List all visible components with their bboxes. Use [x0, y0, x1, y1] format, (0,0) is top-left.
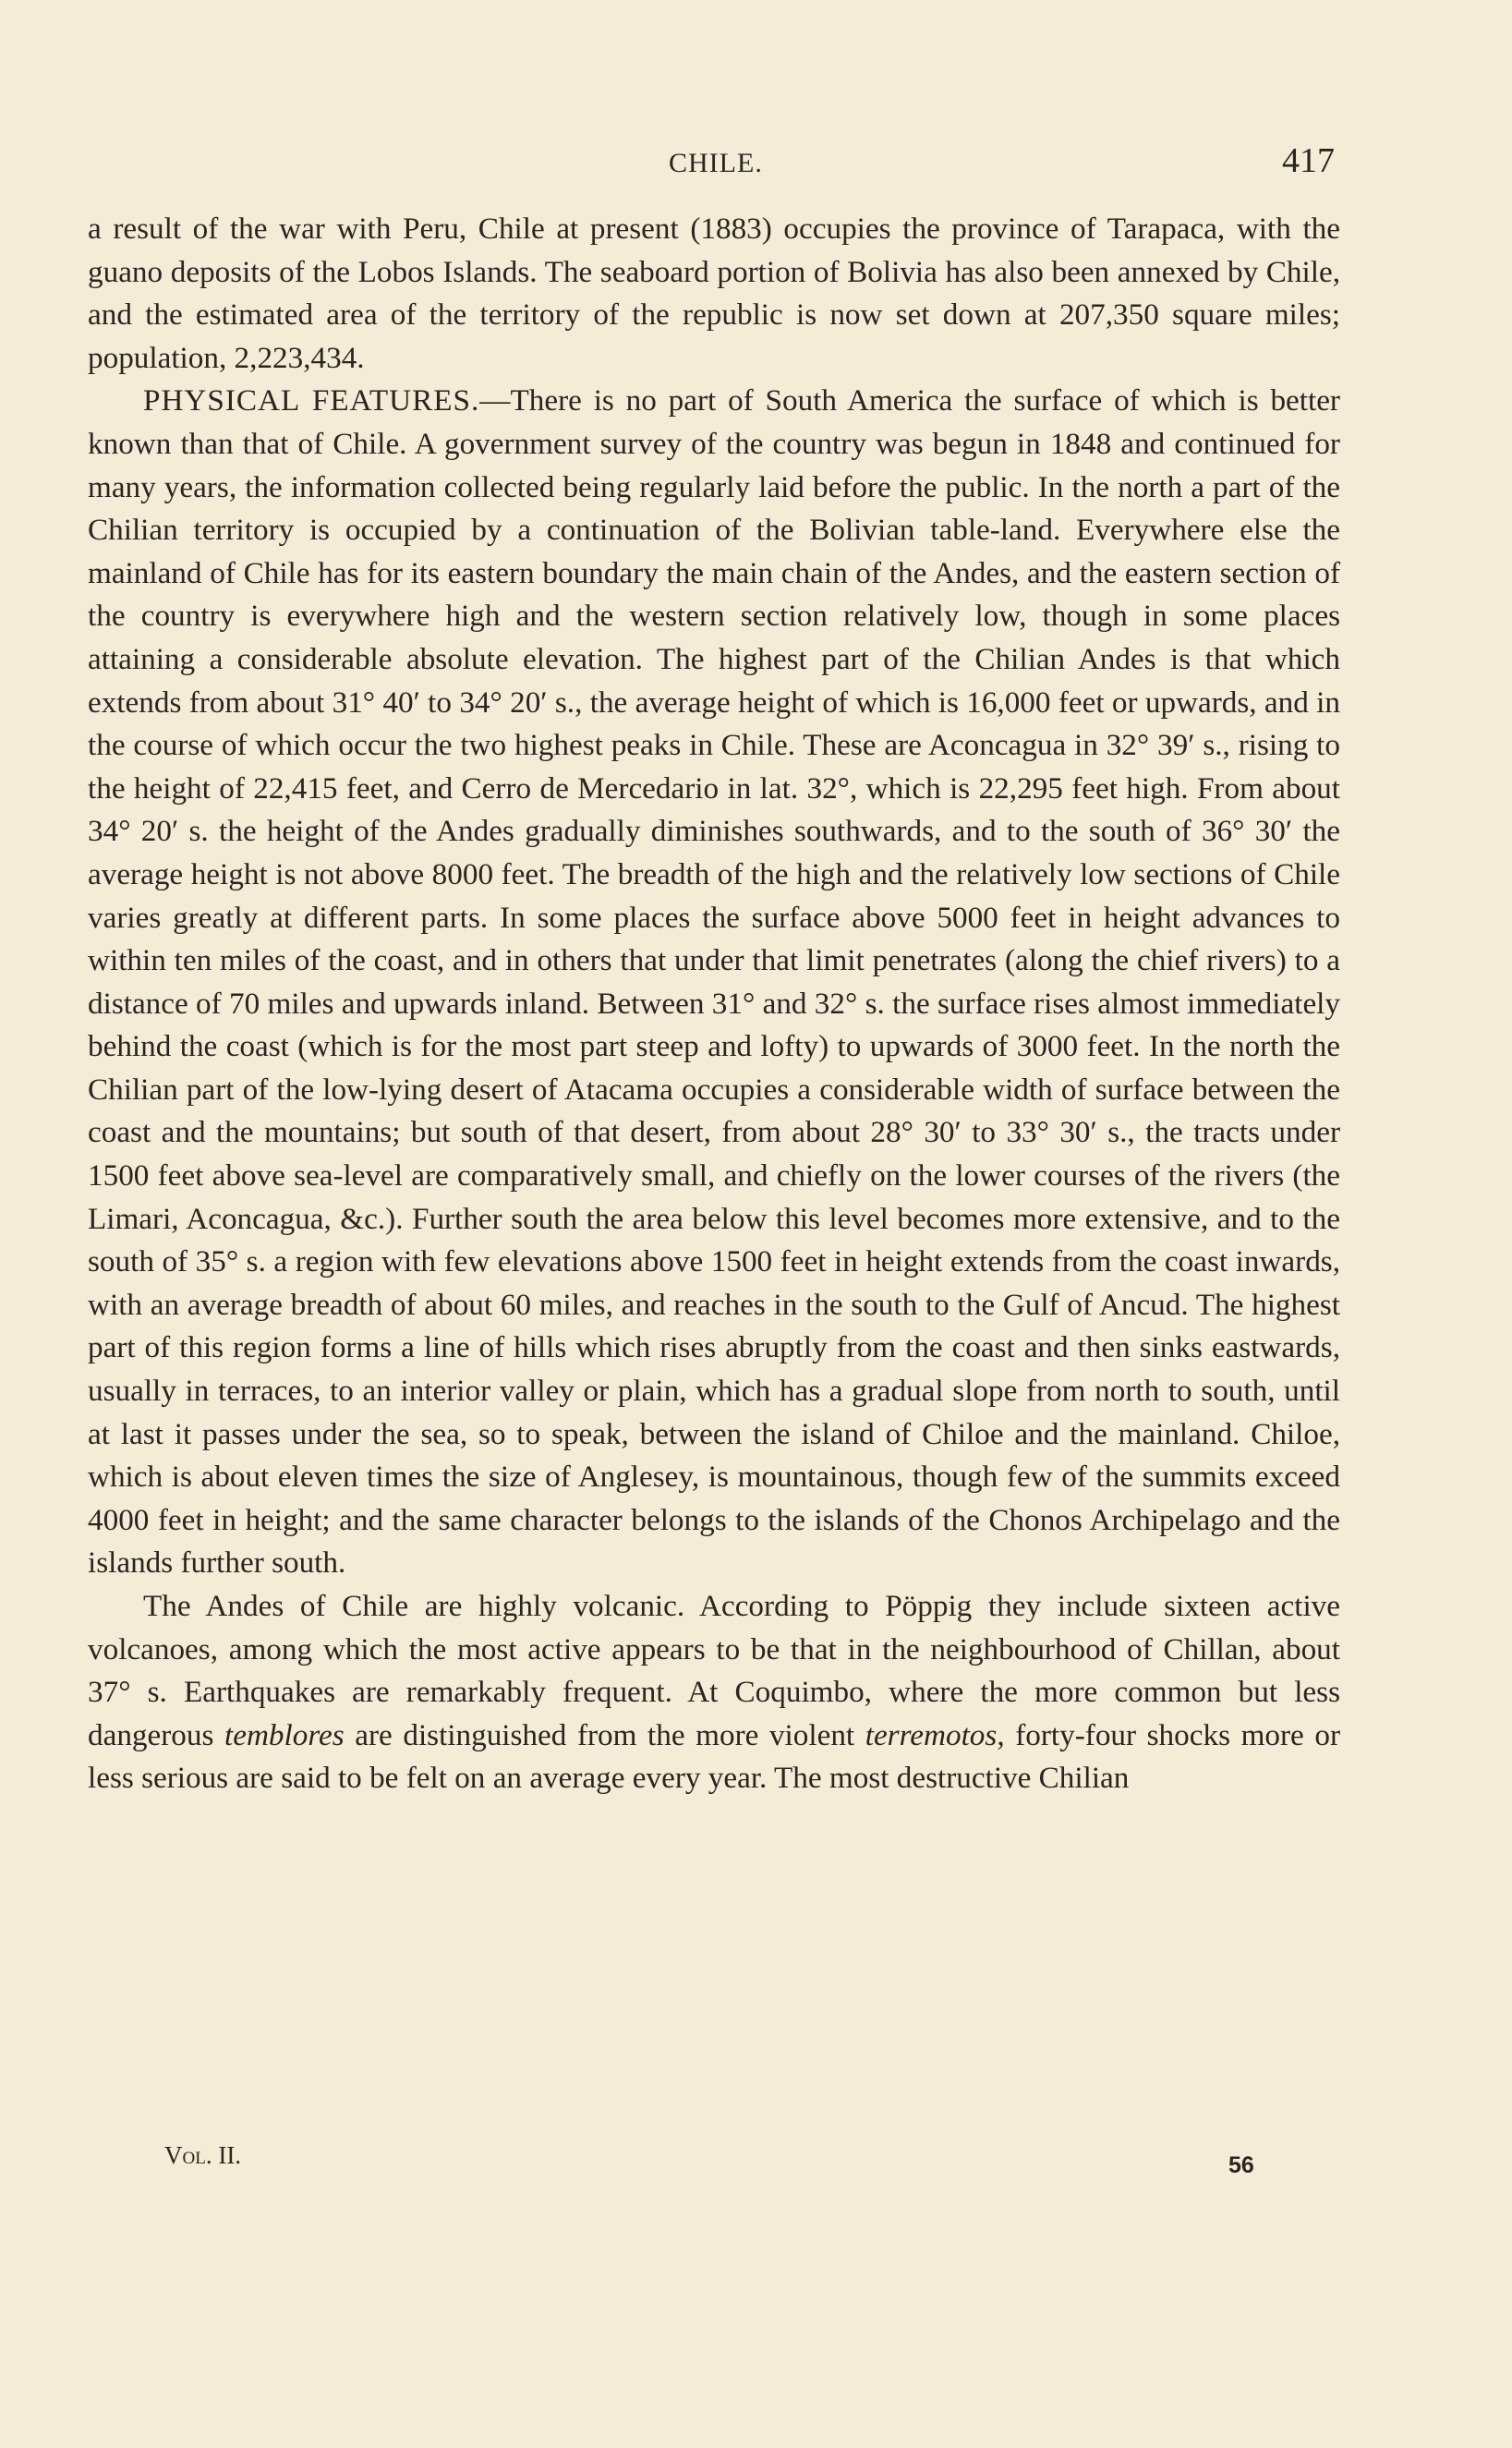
- running-title: CHILE.: [669, 148, 763, 178]
- paragraph: [88, 1585, 1340, 1800]
- paragraph: [88, 208, 1340, 380]
- italic-term: temblores: [224, 1717, 345, 1752]
- paragraph-text: , forty-four shocks more or less serious are said to be felt on an average every year. The most destructive Chilian: [88, 1717, 1341, 1796]
- body-text: [88, 208, 1340, 1800]
- volume-mark: Vol. II.: [164, 2141, 242, 2169]
- paragraph-text: —There is no part of South America the surface of which is better known than that of Chile. A government survey of the country was begun in 1848 and continued for many years, the information collected being regularly laid before the public. In the north a part of the Chilian territory is occupied by a continuation of the Bolivian table-land. Everywhere else the mainland of Chile has for its eastern boundary the main chain of the Andes, and the eastern section of the country is everywhere high and the western section relatively low, though in some places attaining a considerable absolute elevation. The highest part of the Chilian Andes is that which extends from about 31° 40′ to 34° 20′ s., the average height of which is 16,000 feet or upwards, and in the course of which occur the two highest peaks in Chile. These are Aconcagua in 32° 39′ s., rising to the height of 22,415 feet, and Cerro de Mercedario in lat. 32°, which is 22,295 feet high. From about 34° 20′ s. the height of the Andes gradually diminishes southwards, and to the south of 36° 30′ the average height is not above 8000 feet. The breadth of the high and the relatively low sections of Chile varies greatly at different parts. In some places the surface above 5000 feet in height advances to within ten miles of the coast, and in others that under that limit penetrates (along the chief rivers) to a distance of 70 miles and upwards inland. Between 31° and 32° s. the surface rises almost immediately behind the coast (which is for the most part steep and lofty) to upwards of 3000 feet. In the north the Chilian part of the low-lying desert of Atacama occupies a considerable width of surface between the coast and the mountains; but south of that desert, from about 28° 30′ to 33° 30′ s., the tracts under 1500 feet above sea-level are comparatively small, and chiefly on the lower courses of the rivers (the Limari, Aconcagua, &c.). Further south the area below this level becomes more extensive, and to the south of 35° s. a region with few elevations above 1500 feet in height extends from the coast inwards, with an average breadth of about 60 miles, and reaches in the south to the Gulf of Ancud. The highest part of this region forms a line of hills which rises abruptly from the coast and then sinks eastwards, usually in terraces, to an interior valley or plain, which has a gradual slope from north to south, until at last it passes under the sea, so to speak, between the island of Chiloe and the mainland. Chiloe, which is about eleven times the size of Anglesey, is mountainous, though few of the summits exceed 4000 feet in height; and the same character belongs to the islands of the Chonos Archipelago and the islands further south.: [88, 383, 1340, 1581]
- signature-mark: 56: [1228, 2152, 1254, 2178]
- paragraph-text: a result of the war with Peru, Chile at present (1883) occupies the province of Tarapaca, with the guano deposits of the Lobos Islands. The seaboard portion of Bolivia has also been annexed by Chile, and the estimated area of the territory of the republic is now set down at 207,350 square miles; population, 2,223,434.: [88, 212, 1340, 375]
- paragraph-text: are distinguished from the more violent: [344, 1717, 865, 1752]
- section-heading: PHYSICAL FEATURES.: [143, 383, 480, 418]
- paragraph-text: The Andes of Chile are highly volcanic. According to Pöppig they include sixteen active volcanoes, among which the most active appears to be that in the neighbourhood of Chillan, about 37° s. Earthquakes are remarkably frequent. At Coquimbo, where the more common but less dangerous: [88, 1589, 1340, 1752]
- page-number: 417: [1282, 141, 1335, 180]
- italic-term: terremotos: [865, 1717, 998, 1752]
- running-head: [0, 140, 1512, 187]
- paragraph: [88, 380, 1340, 1585]
